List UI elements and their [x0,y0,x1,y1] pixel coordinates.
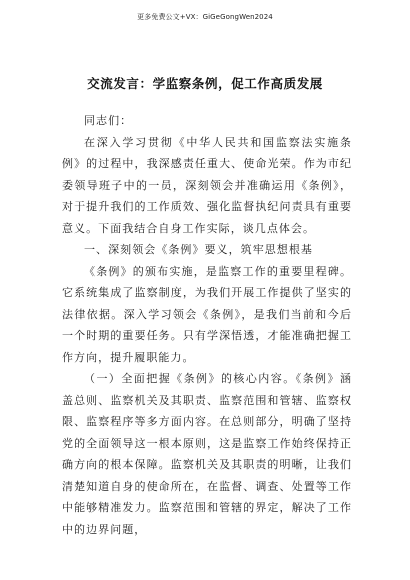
paragraph-intro: 在深入学习贯彻《中华人民共和国监察法实施条例》的过程中，我深感责任重大、使命光荣。作为市纪委领导班子中的一员，深刻领会并准确运用《条例》，对于提升我们的工作质效、强化监督执纪问责具有重要意义。下面我结合自身工作实际，谈几点体会。 [62,135,352,235]
section-heading-1: 一、深刻领会《条例》要义，筑牢思想根基 [84,243,313,256]
salutation: 同志们： [84,114,133,127]
promo-header: 更多免费公文+VX：GiGeGongWen2024 [137,13,273,21]
paragraph-subsection-1: （一）全面把握《条例》的核心内容。《条例》涵盖总则、监察机关及其职责、监察范围和管辖、监察权限、监察程序等多方面内容。在总则部分，明确了坚持党的全面领导这一根本原则，这是监察工作始终保持正确方向的根本保障。监察机关及其职责的明晰，让我们清楚知道自身的使命所在，在监督、调查、处置等工作中能够精准发力。监察范围和管辖的界定，解决了工作中的边界问题， [62,372,352,536]
document-title: 交流发言：学监察条例，促工作高质发展 [87,76,323,91]
document-body [62,110,352,540]
paragraph-section-1: 《条例》的颁布实施，是监察工作的重要里程碑。它系统集成了监察制度，为我们开展工作提供了坚实的法律依据。深入学习领会《条例》，是我们当前和今后一个时期的重要任务。只有学深悟透，才能准确把握工作方向，提升履职能力。 [62,264,352,364]
